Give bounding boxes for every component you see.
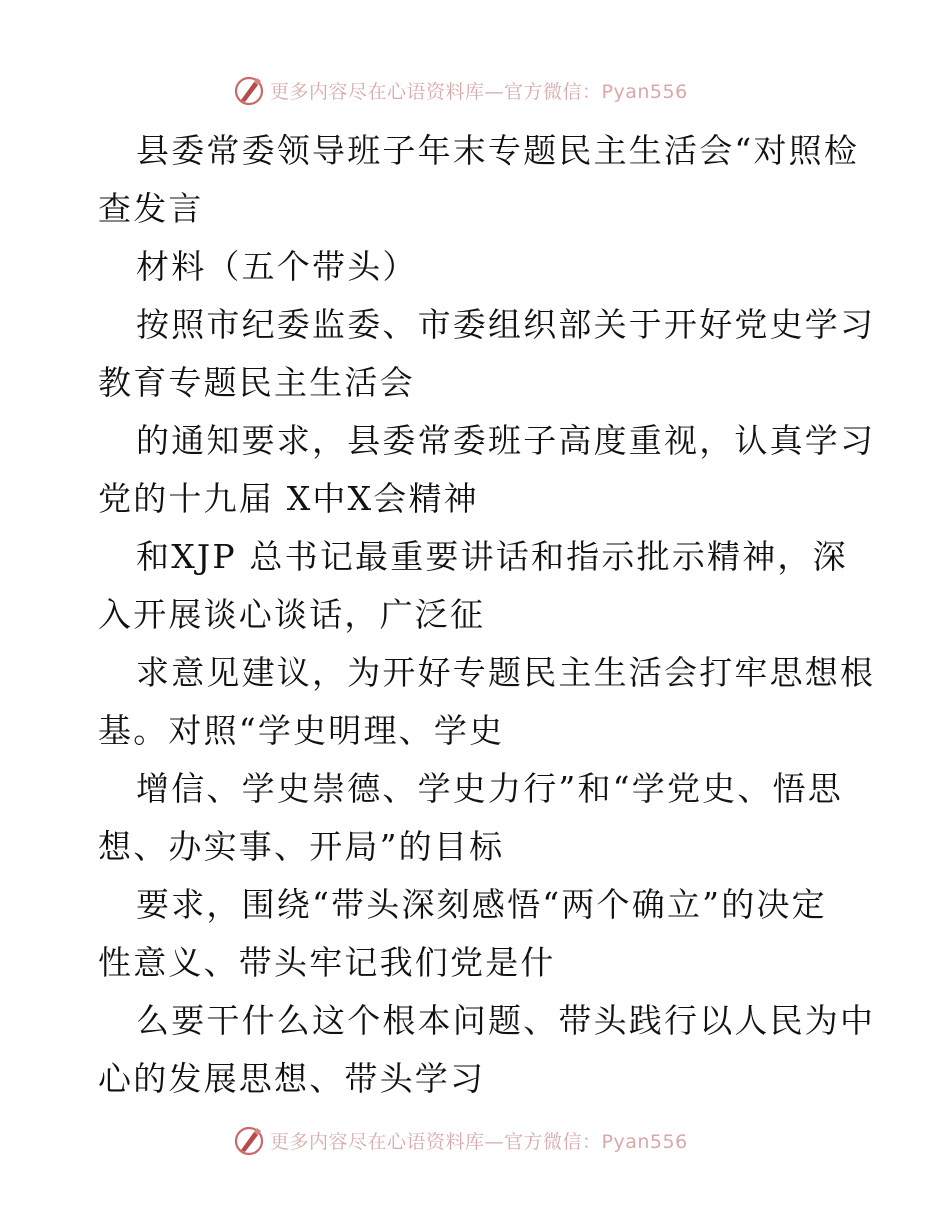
watermark-wechat-id: Pyan556 (601, 80, 688, 103)
footer-watermark (232, 1122, 688, 1158)
text-line: 求意见建议，为开好专题民主生活会打牢思想根 (136, 653, 876, 692)
watermark-text: 更多内容尽在心语资料库—官方微信：Pyan556 (270, 1130, 688, 1153)
text-line: 性意义、带头牢记我们党是什 (98, 943, 556, 982)
text-line: 教育专题民主生活会 (98, 363, 415, 402)
text-line: 和XJP 总书记最重要讲话和指示批示精神，深 (136, 537, 848, 576)
text-line: 基。对照“学史明理、学史 (98, 711, 505, 750)
text-line: 想、办实事、开局”的目标 (98, 827, 505, 866)
header-watermark (232, 72, 688, 108)
watermark-wechat-id: Pyan556 (601, 1130, 688, 1153)
pen-logo-icon (232, 73, 266, 107)
text-line: 县委常委领导班子年末专题民主生活会“对照检 (136, 131, 860, 170)
text-line: 要求，围绕“带头深刻感悟“两个确立”的决定 (136, 885, 827, 924)
text-line: 么要干什么这个根本问题、带头践行以人民为中 (136, 1001, 876, 1040)
text-line: 按照市纪委监委、市委组织部关于开好党史学习 (136, 305, 876, 344)
document-body (98, 122, 876, 1108)
text-line: 查发言 (98, 189, 204, 228)
text-line: 党的十九届 X中X会精神 (98, 479, 479, 518)
text-line: 的通知要求，县委常委班子高度重视，认真学习 (136, 421, 876, 460)
text-line: 心的发展思想、带头学习 (98, 1059, 486, 1098)
text-line: 入开展谈心谈话，广泛征 (98, 595, 486, 634)
text-line: 材料（五个带头） (136, 247, 418, 286)
watermark-text: 更多内容尽在心语资料库—官方微信：Pyan556 (270, 80, 688, 103)
text-line: 增信、学史崇德、学史力行”和“学党史、悟思 (136, 769, 843, 808)
pen-logo-icon (232, 1123, 266, 1157)
